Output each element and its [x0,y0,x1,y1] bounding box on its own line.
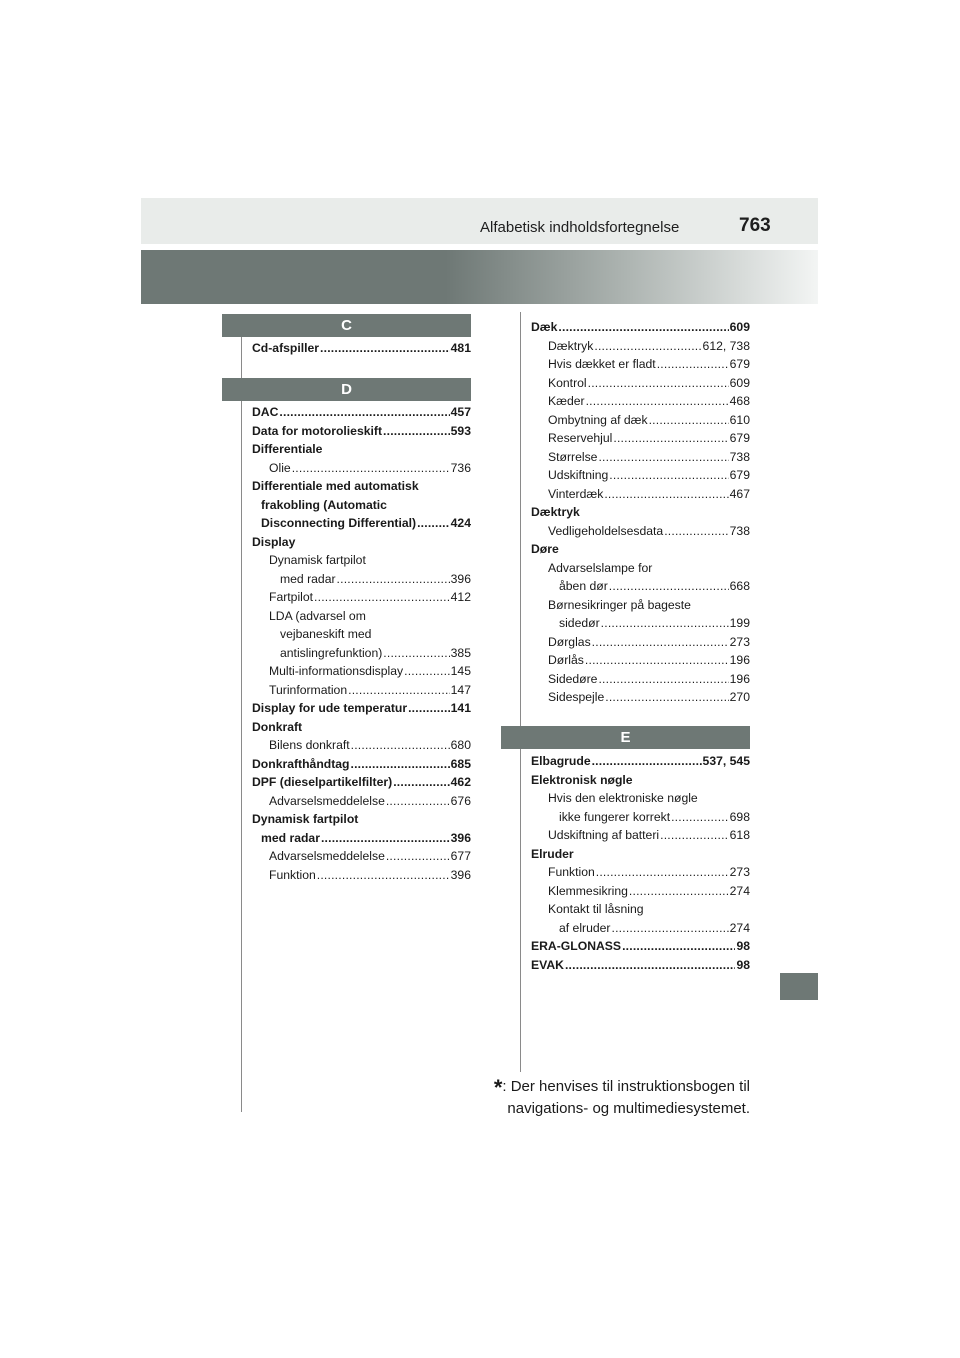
footnote-asterisk: * [493,1075,503,1100]
index-entry: Elektronisk nøgle [531,772,633,787]
index-entry: EVAK ..... 98 [531,956,750,975]
index-entry: Cd-afspiller ..... 481 [252,339,471,358]
index-entry: Elruder [531,846,574,861]
index-entry: Kæder ..... 468 [531,392,750,411]
section-header-d [222,378,471,401]
footnote-line-1: *: Der henvises til instruktionsbogen til [493,1075,750,1100]
index-entry: antislingrefunktion) ..... 385 [252,644,471,663]
index-entry: Udskiftning af batteri ..... 618 [531,826,750,845]
index-entry: Dæk ..... 609 [531,318,750,337]
index-entry: Vedligeholdelsesdata ..... 738 [531,522,750,541]
index-entry: Dynamisk fartpilot [269,553,366,567]
decorative-gradient-band [141,250,818,304]
index-entry: Funktion ..... 273 [531,863,750,882]
index-entry: Dæktryk [531,505,580,519]
index-entry: DAC ..... 457 [252,403,471,422]
index-entry: Donkrafthåndtag ..... 685 [252,755,471,774]
index-entry: Klemmesikring ..... 274 [531,882,750,901]
index-entry: Advarselsmeddelelse ..... 677 [252,847,471,866]
index-column-e [531,752,750,974]
index-column-d [252,403,471,884]
index-entry: Differentiale med automatisk [252,479,419,493]
page-number: 763 [739,215,771,236]
section-header-e [501,726,750,749]
index-entry: Display for ude temperatur ..... 141 [252,699,471,718]
index-entry: LDA (advarsel om [269,608,366,623]
index-column-d-continued [531,318,750,707]
index-entry: Dørglas ..... 273 [531,633,750,652]
index-entry: Donkraft [252,719,303,734]
index-entry: ikke fungerer korrekt ..... 698 [531,808,750,827]
section-letter: C [341,317,352,334]
left-column-rule [241,337,242,1112]
index-entry: Udskiftning ..... 679 [531,466,750,485]
index-entry: Dæktryk ..... 612, 738 [531,337,750,356]
index-entry: Ombytning af dæk ..... 610 [531,411,750,430]
index-entry: vejbaneskift med [280,627,372,641]
section-letter: E [620,729,631,746]
index-entry: Døre [531,542,559,556]
footnote [484,1076,750,1119]
section-letter: D [341,381,352,398]
index-entry: Data for motorolieskift ..... 593 [252,422,471,441]
index-entry: med radar ..... 396 [252,570,471,589]
index-entry: Hvis dækket er fladt ..... 679 [531,355,750,374]
index-entry: Olie ..... 736 [252,459,471,478]
index-entry: Elbagrude ..... 537, 545 [531,752,750,771]
index-entry: Dynamisk fartpilot [252,812,359,826]
index-entry: ERA-GLONASS ..... 98 [531,937,750,956]
index-entry: Multi-informationsdisplay ..... 145 [252,662,471,681]
index-entry: Turinformation ..... 147 [252,681,471,700]
index-entry: Dørlås ..... 196 [531,651,750,670]
footnote-line-2: navigations- og multimediesystemet. [507,1100,750,1117]
index-entry: Fartpilot ..... 412 [252,588,471,607]
index-entry: Hvis den elektroniske nøgle [548,791,698,805]
section-header-c [222,314,471,337]
index-entry: sidedør ..... 199 [531,614,750,633]
index-entry: åben dør ..... 668 [531,577,750,596]
index-entry: Sidedøre ..... 196 [531,670,750,689]
index-entry: Differentiale [252,442,323,456]
index-column-c [252,339,471,358]
index-entry: Display [252,534,296,549]
index-entry: Reservehjul ..... 679 [531,429,750,448]
index-entry: af elruder ..... 274 [531,919,750,938]
index-entry: med radar ..... 396 [252,829,471,848]
index-entry: Sidespejle ..... 270 [531,688,750,707]
index-entry: DPF (dieselpartikelfilter) ..... 462 [252,773,471,792]
index-entry: Størrelse ..... 738 [531,448,750,467]
page-title: Alfabetisk indholdsfortegnelse [480,219,680,236]
index-entry: Funktion ..... 396 [252,866,471,885]
index-entry: Advarselslampe for [548,560,653,575]
right-column-rule [520,312,521,1072]
index-entry: Vinterdæk ..... 467 [531,485,750,504]
index-entry: Advarselsmeddelelse ..... 676 [252,792,471,811]
index-entry: frakobling (Automatic [261,497,387,512]
index-entry: Børnesikringer på bageste [548,597,691,612]
chapter-tab-marker [780,973,818,1000]
index-entry: Kontrol ..... 609 [531,374,750,393]
index-entry: Kontakt til låsning [548,902,644,916]
index-entry: Bilens donkraft ..... 680 [252,736,471,755]
index-entry: Disconnecting Differential) ..... 424 [252,514,471,533]
